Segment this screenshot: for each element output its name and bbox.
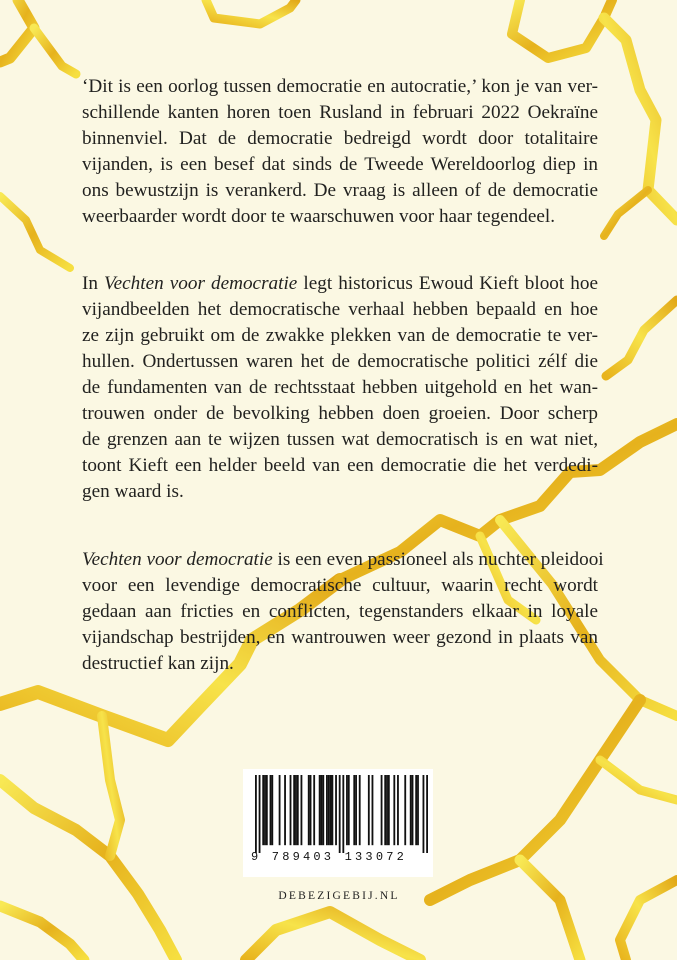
barcode-bar (339, 775, 341, 853)
barcode-bar (415, 775, 417, 845)
barcode-bar (328, 775, 330, 845)
barcode-bar (381, 775, 383, 845)
crack-lower-left (0, 780, 176, 960)
barcode-bar (393, 775, 395, 845)
crack-bottom-center (246, 912, 420, 960)
barcode-bar (255, 775, 257, 853)
text-segment: legt historicus Ewoud Kieft bloot hoe (297, 273, 598, 294)
barcode-bar (262, 775, 264, 845)
barcode-bar (388, 775, 390, 845)
text-line: schillende kanten horen toen Rusland in februari 2022 Oekraïne (82, 102, 598, 123)
barcode-bars (255, 775, 428, 853)
crack-right-upper (604, 18, 677, 220)
text-line: weerbaarder wordt door te waarschuwen voor haar tegendeel. (82, 206, 556, 227)
crack-bottom-right-edge (620, 880, 677, 960)
barcode-bar (310, 775, 312, 845)
barcode-bar (308, 775, 310, 845)
barcode-bar (321, 775, 323, 845)
text-line: ons bewustzijn is verankerd. De vraag is alleen of de democratie (82, 180, 598, 201)
crack-right-edge-lower (600, 760, 677, 800)
crack-left-mid (0, 196, 70, 268)
text-line: vijandbeelden het democratische verhaal hebben bepaald en hoe (82, 299, 598, 320)
barcode-bar (331, 775, 333, 845)
closing-paragraph (82, 547, 604, 677)
crack-bottom-left (0, 906, 84, 960)
barcode-bar (266, 775, 268, 845)
barcode-bar (259, 775, 261, 853)
barcode-bar (404, 775, 406, 845)
barcode-bar (412, 775, 414, 845)
barcode-bar (417, 775, 419, 845)
text-line: toont Kieft een helder beeld van een democratie die het verdedi- (82, 455, 598, 476)
barcode-bar (295, 775, 297, 845)
book-title: Vechten voor democratie (82, 549, 273, 570)
text-line: binnenviel. Dat de democratie bedreigd wordt door totalitaire (82, 128, 598, 149)
crack-top-left-branch (34, 28, 76, 74)
barcode-bar (384, 775, 386, 845)
crack-right-mid (606, 300, 677, 376)
isbn-number: 9 789403 133072 (251, 850, 408, 864)
text-line: de grenzen aan te wijzen tussen wat democratisch is en wat niet, (82, 429, 598, 450)
book-title: Vechten voor democratie (104, 273, 298, 294)
barcode-bar (270, 775, 272, 845)
crack-top-left (0, 0, 34, 62)
barcode-bar (313, 775, 315, 845)
barcode-bar (290, 775, 292, 845)
barcode-bar (410, 775, 412, 845)
barcode-bar (372, 775, 374, 845)
text-line: ‘Dit is een oorlog tussen democratie en autocratie,’ kon je van ver- (82, 76, 598, 97)
crack-right-branch (604, 190, 648, 236)
barcode-bar (319, 775, 321, 845)
barcode-bar (335, 775, 337, 845)
barcode-bar (279, 775, 281, 845)
text-line: hullen. Ondertussen waren het de democratische politici zélf die (82, 351, 598, 372)
barcode-bar (348, 775, 350, 845)
barcode-bar (386, 775, 388, 845)
text-line: vijandschap bestrijden, en wantrouwen weer gezond in plaats van (82, 627, 598, 648)
isbn-barcode (243, 769, 433, 877)
barcode-bar (293, 775, 295, 845)
text-line: de fundamenten van de rechtsstaat hebben uitgehold en het wan- (82, 377, 598, 398)
text-line: trouwen onder de bevolking hebben doen groeien. Door scherp (82, 403, 598, 424)
barcode-bar (426, 775, 428, 853)
summary-paragraph (82, 271, 598, 505)
barcode-bar (301, 775, 303, 845)
text-line (82, 547, 604, 573)
barcode-bar (397, 775, 399, 845)
barcode-bar (346, 775, 348, 845)
barcode-bar (423, 775, 425, 853)
barcode-bar (264, 775, 266, 845)
barcode-bar (284, 775, 286, 845)
crack-top-center (206, 0, 296, 24)
text-line: destructief kan zijn. (82, 653, 234, 674)
text-line (82, 271, 598, 297)
barcode-bar (355, 775, 357, 845)
intro-paragraph (82, 74, 598, 230)
barcode-bar (322, 775, 324, 845)
text-line: voor een levendige democratische cultuur, waarin recht wordt (82, 575, 598, 596)
publisher-website: DEBEZIGEBIJ.NL (278, 890, 400, 902)
crack-bottom-right (520, 860, 580, 960)
barcode-bar (326, 775, 328, 845)
text-line: gedaan aan fricties en conflicten, tegenstanders elkaar in loyale (82, 601, 598, 622)
barcode-bar (297, 775, 299, 845)
barcode-bar (271, 775, 273, 845)
text-segment: is een even passioneel als nuchter pleidooi (272, 549, 604, 570)
text-segment: In (82, 273, 105, 294)
text-line: gen waard is. (82, 481, 184, 502)
crack-top-right (512, 0, 612, 58)
barcode-bar (330, 775, 332, 845)
crack-lower-left-branch (102, 716, 120, 856)
barcode-bar (342, 775, 344, 853)
text-line: ze zijn gebruikt om de zwakke plekken van de democratie te ver- (82, 325, 598, 346)
text-line: vijanden, is een besef dat sinds de Tweede Wereldoorlog diep in (82, 154, 598, 175)
barcode-bar (353, 775, 355, 845)
barcode-bar (368, 775, 370, 845)
barcode-bar (359, 775, 361, 845)
